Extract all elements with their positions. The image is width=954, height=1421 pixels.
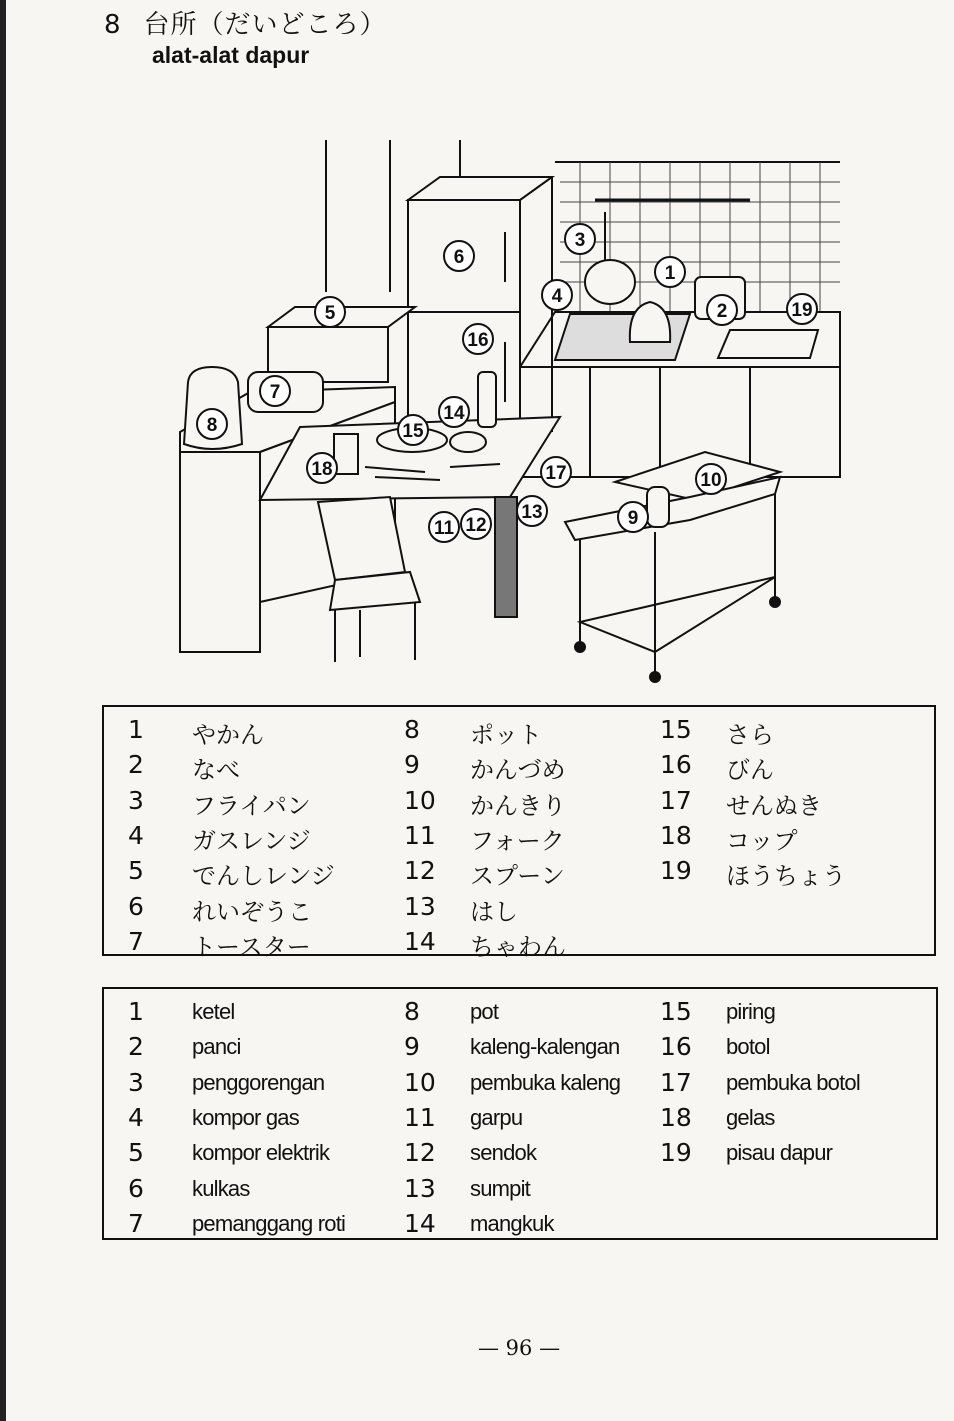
svg-text:18: 18 [311,459,333,480]
entry-term: やかん [192,721,264,749]
entry-number: 19 [660,1138,692,1168]
callout-9 [618,502,648,532]
svg-text:10: 10 [700,470,722,491]
entry-term: ポット [470,721,542,749]
callout-6 [444,241,474,271]
entry-term: kompor elektrik [192,1140,330,1166]
entry-number: 12 [404,856,436,886]
entry-number: 4 [128,820,144,850]
entry-term: スプーン [470,862,565,891]
entry-term: トースター [192,932,311,961]
entry-number: 15 [660,715,692,744]
entry-number: 12 [404,1138,436,1168]
entry-term: ガスレンジ [192,826,311,855]
svg-text:1: 1 [664,263,676,284]
chapter-title: 台所（だいどころ） [143,10,387,40]
callout-13 [517,496,547,526]
entry-number: 9 [404,750,420,780]
entry-term: kaleng-kalengan [470,1034,620,1060]
callout-11 [429,512,459,542]
callout-19 [787,294,817,324]
callout-15 [398,415,428,445]
page-number: — 96 — [478,1336,561,1360]
entry-number: 5 [128,1138,144,1168]
svg-text:16: 16 [467,330,489,351]
entry-term: さら [726,721,774,749]
entry-number: 4 [128,1102,144,1132]
callout-17 [541,457,571,487]
kitchen-illustration [150,132,850,692]
entry-number: 14 [404,1208,436,1238]
svg-text:11: 11 [433,518,455,539]
entry-term: ほうちょう [726,862,846,891]
entry-term: ちゃわん [470,932,566,961]
svg-text:6: 6 [453,247,465,268]
entry-number: 13 [404,891,436,921]
svg-text:3: 3 [574,230,586,251]
entry-term: kulkas [192,1175,250,1201]
chapter-subtitle: alat-alat dapur [152,42,310,68]
callout-2 [707,295,737,325]
entry-term: sumpit [470,1175,530,1201]
callout-12 [461,509,491,539]
entry-term: かんづめ [470,756,566,785]
entry-term: panci [192,1034,241,1060]
callout-14 [439,397,469,427]
entry-number: 6 [128,1173,144,1203]
entry-number: 15 [660,997,692,1026]
entry-number: 3 [128,1067,144,1097]
entry-term: フォーク [470,826,565,855]
entry-term: pembuka botol [726,1069,860,1095]
entry-number: 16 [660,750,692,780]
indonesian-vocabulary-table [102,987,938,1240]
japanese-vocabulary-table [102,705,936,961]
entry-term: びん [726,756,774,785]
entry-number: 3 [128,785,144,815]
entry-number: 16 [660,1032,692,1062]
entry-term: kompor gas [192,1104,299,1130]
callout-3 [565,224,595,254]
entry-number: 7 [128,926,144,956]
entry-number: 7 [128,1208,144,1238]
entry-term: でんしレンジ [192,862,335,891]
entry-term: botol [726,1034,770,1060]
entry-number: 14 [404,926,436,956]
entry-number: 9 [404,1032,420,1062]
entry-term: piring [726,999,776,1024]
svg-text:19: 19 [791,300,813,321]
entry-number: 10 [404,1067,436,1097]
callout-1 [655,257,685,287]
entry-term: れいぞうこ [192,897,312,926]
entry-term: pot [470,999,499,1024]
entry-number: 11 [404,1102,436,1132]
entry-term: せんぬき [726,791,822,820]
entry-term: ketel [192,999,235,1024]
svg-text:14: 14 [443,403,465,424]
svg-text:17: 17 [545,463,567,484]
entry-number: 13 [404,1173,436,1203]
binding-edge [0,0,6,1421]
entry-number: 10 [404,785,436,815]
chapter-heading [104,4,387,41]
svg-text:15: 15 [402,421,424,442]
callout-8 [197,409,227,439]
svg-text:8: 8 [206,415,218,436]
svg-text:9: 9 [627,508,639,529]
entry-term: penggorengan [192,1069,325,1095]
entry-number: 18 [660,820,692,850]
svg-text:4: 4 [551,286,563,307]
entry-number: 11 [404,820,436,850]
entry-number: 2 [128,750,144,780]
entry-term: garpu [470,1104,523,1130]
entry-term: なべ [192,756,240,785]
svg-text:7: 7 [269,382,281,403]
entry-term: gelas [726,1104,775,1130]
entry-number: 6 [128,891,144,921]
entry-term: pemanggang roti [192,1210,346,1236]
svg-text:13: 13 [521,502,543,523]
entry-term: かんきり [470,791,566,820]
entry-number: 19 [660,856,692,886]
entry-term: sendok [470,1140,537,1166]
callout-18 [307,453,337,483]
entry-number: 8 [404,715,420,744]
entry-term: はし [470,897,518,926]
callout-16 [463,324,493,354]
entry-number: 1 [128,715,144,744]
entry-number: 1 [128,997,144,1026]
svg-text:2: 2 [716,301,728,322]
callout-10 [696,464,726,494]
callout-5 [315,297,345,327]
callout-4 [542,280,572,310]
entry-number: 5 [128,856,144,886]
svg-text:12: 12 [465,515,487,536]
entry-term: フライパン [192,791,311,820]
svg-text:5: 5 [324,303,336,324]
entry-term: mangkuk [470,1210,554,1236]
entry-term: pisau dapur [726,1140,833,1166]
entry-term: pembuka kaleng [470,1069,621,1095]
entry-term: コップ [726,826,798,855]
entry-number: 17 [660,785,692,815]
callout-7 [260,376,290,406]
entry-number: 18 [660,1102,692,1132]
entry-number: 17 [660,1067,692,1097]
entry-number: 2 [128,1032,144,1062]
chapter-number: 8 [104,10,122,40]
entry-number: 8 [404,997,420,1026]
